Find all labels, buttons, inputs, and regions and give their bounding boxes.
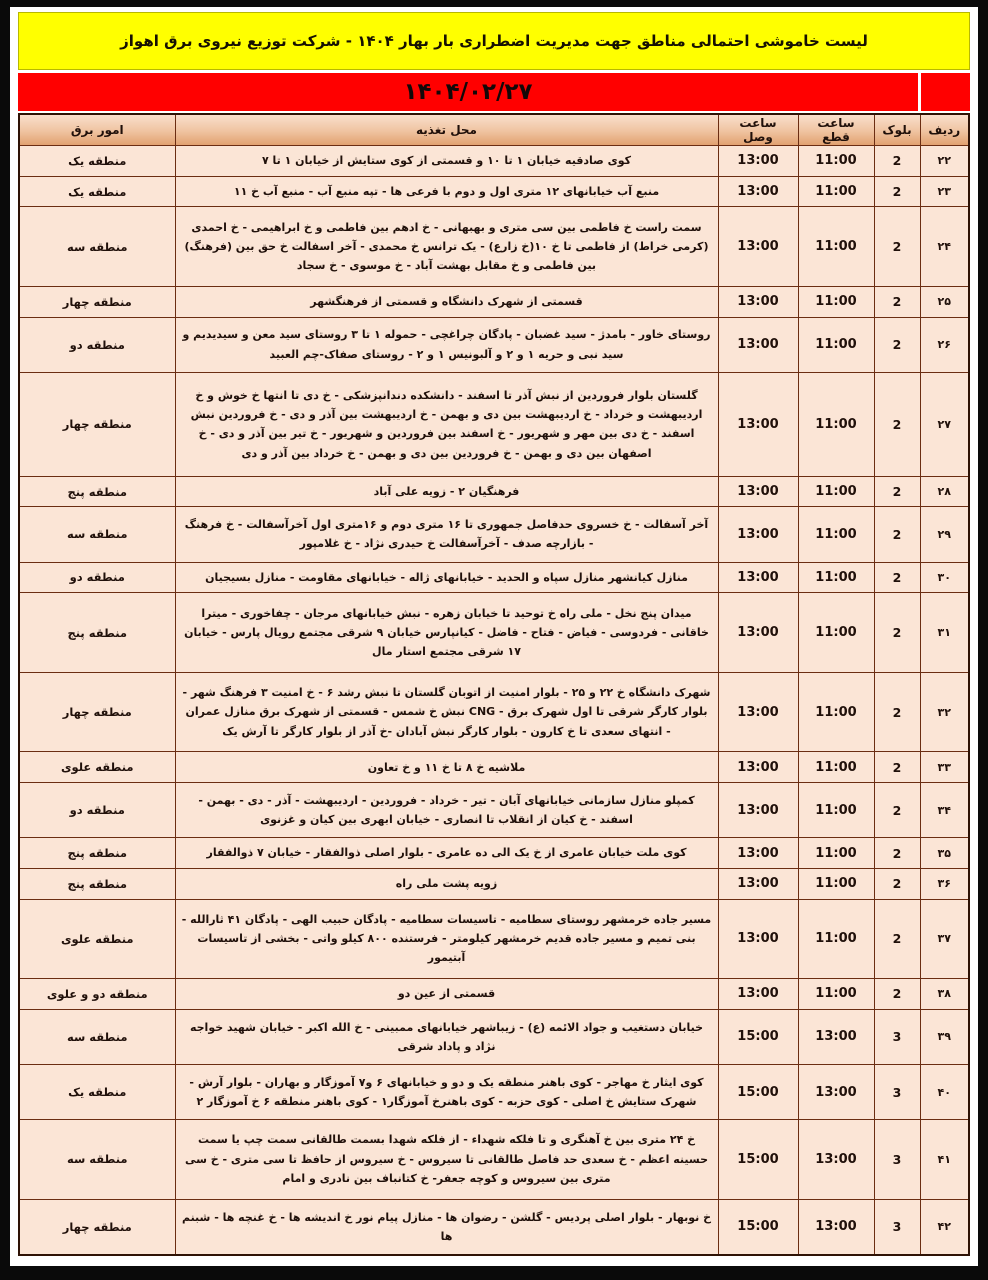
block-cell: 2	[874, 899, 920, 979]
block-cell: 2	[874, 372, 920, 476]
location-cell: زویه پشت ملی راه	[175, 868, 718, 899]
outage-table	[18, 113, 970, 1256]
district-cell: منطقه یک	[19, 176, 175, 207]
table-row	[19, 507, 969, 562]
reconnect-time-cell: 13:00	[718, 317, 798, 372]
table-row	[19, 146, 969, 177]
block-cell: 3	[874, 1009, 920, 1064]
cut-time-cell: 11:00	[798, 752, 874, 783]
location-cell: ملاشیه خ ۸ تا خ ۱۱ و خ تعاون	[175, 752, 718, 783]
location-cell: کمپلو منازل سازمانی خیابانهای آبان - تیر - خرداد - فروردین - اردیبهشت - آذر - دی - بهمن - اسفند - خ کیان از انقلاب تا انصاری - خیابان ابهری بین کیان و غزنوی	[175, 783, 718, 838]
title-banner	[18, 12, 970, 70]
document-title: لیست خاموشی احتمالی مناطق جهت مدیریت اضطراری بار بهار ۱۴۰۴ - شرکت توزیع نیروی برق اهواز	[120, 32, 868, 50]
district-cell: منطقه چهار	[19, 286, 175, 317]
table-row	[19, 752, 969, 783]
location-cell: گلستان بلوار فروردین از نبش آذر تا اسفند - دانشکده دندانپزشکی - خ دی تا انتها خ خوش و خ اردیبهشت و خرداد - خ اردیبهشت بین دی و بهمن - خ اردیبهشت بین آذر و دی - خ فروردین نبش اسفند - خ دی بین مهر و شهریور - خ اسفند بین فروردین و شهریور - خ تیر بین آذر و دی - خ اصفهان بین دی و بهمن - خ فروردین بین دی و بهمن - خ خرداد بین آذر و دی	[175, 372, 718, 476]
location-cell: روستای خاور - بامدژ - سید غضبان - پادگان چراغچی - حموله ۱ تا ۳ روستای سید معن و سیدیدیم و سید نبی و حریه ۱ و ۲ و آلبونیس ۱ و ۲ - روستای صفاک-چم العبید	[175, 317, 718, 372]
cut-time-cell: 11:00	[798, 899, 874, 979]
block-cell: 2	[874, 146, 920, 177]
district-cell: منطقه دو	[19, 317, 175, 372]
district-cell: منطقه سه	[19, 1120, 175, 1200]
location-cell: قسمتی از عین دو	[175, 979, 718, 1010]
row-number-cell: ۴۲	[920, 1199, 969, 1255]
cut-time-cell: 11:00	[798, 176, 874, 207]
reconnect-time-cell: 13:00	[718, 372, 798, 476]
cut-time-cell: 11:00	[798, 507, 874, 562]
district-cell: منطقه پنج	[19, 838, 175, 869]
cut-time-cell: 11:00	[798, 783, 874, 838]
table-row	[19, 899, 969, 979]
cut-time-cell: 11:00	[798, 372, 874, 476]
location-cell: منازل کیانشهر منازل سپاه و الحدید - خیابانهای ژاله - خیابانهای مقاومت - منازل بسیجیان	[175, 562, 718, 593]
cut-time-cell: 11:00	[798, 317, 874, 372]
district-cell: منطقه یک	[19, 146, 175, 177]
district-cell: منطقه سه	[19, 507, 175, 562]
location-cell: شهرک دانشگاه خ ۲۲ و ۲۵ - بلوار امنیت از اتوبان گلستان تا نبش رشد ۶ - خ امنیت ۳ فرهنگ شهر - بلوار کارگر شرقی تا اول شهرک برق - CNG نبش خ شمس - قسمتی از شهرک برق منازل عمران - انتهای سعدی تا خ کارون - بلوار کارگر نبش آبادان -خ آذر از بلوار کارگر تا آرش یک	[175, 672, 718, 752]
row-number-cell: ۳۵	[920, 838, 969, 869]
district-cell: منطقه دو و علوی	[19, 979, 175, 1010]
block-cell: 2	[874, 562, 920, 593]
district-cell: منطقه سه	[19, 207, 175, 287]
cut-time-cell: 11:00	[798, 146, 874, 177]
location-cell: مسیر جاده خرمشهر روستای سطامیه - تاسیسات سطامیه - پادگان حبیب الهی - پادگان ۴۱ ثارالله - بنی تمیم و مسیر جاده قدیم خرمشهر کیلومتر - فرستنده ۸۰۰ کیلو واتی - بخشی از تاسیسات آبتیمور	[175, 899, 718, 979]
block-cell: 2	[874, 207, 920, 287]
reconnect-time-cell: 13:00	[718, 868, 798, 899]
schedule-date: ۱۴۰۴/۰۲/۲۷	[403, 79, 533, 105]
reconnect-time-cell: 13:00	[718, 507, 798, 562]
cut-time-cell: 11:00	[798, 562, 874, 593]
row-number-cell: ۲۸	[920, 476, 969, 507]
table-row	[19, 868, 969, 899]
table-row	[19, 562, 969, 593]
block-cell: 3	[874, 1199, 920, 1255]
cut-time-cell: 11:00	[798, 593, 874, 673]
row-number-cell: ۳۴	[920, 783, 969, 838]
row-number-cell: ۲۲	[920, 146, 969, 177]
district-cell: منطقه پنج	[19, 476, 175, 507]
row-number-cell: ۳۲	[920, 672, 969, 752]
location-cell: کوی ایثار خ مهاجر - کوی باهنر منطقه یک و دو و خیابانهای ۶ و۷ آموزگار و بهاران - بلوار آرش - شهرک ستایش خ اصلی - کوی حزبه - کوی باهنرخ آموزگار۱ - کوی باهنر منطقه ۶ خ آموزگار ۲	[175, 1064, 718, 1119]
table-row	[19, 176, 969, 207]
district-cell: منطقه چهار	[19, 672, 175, 752]
table-row	[19, 1199, 969, 1255]
column-header-cut-time: ساعت قطع	[798, 114, 874, 146]
location-cell: خیابان دستغیب و جواد الائمه (ع) - زیباشهر خیابانهای ممبینی - خ الله اکبر - خیابان شهید خواجه نژاد و پاداد شرقی	[175, 1009, 718, 1064]
block-cell: 2	[874, 672, 920, 752]
reconnect-time-cell: 13:00	[718, 752, 798, 783]
cut-time-cell: 11:00	[798, 979, 874, 1010]
location-cell: خ نوبهار - بلوار اصلی پردیس - گلشن - رضوان ها - منازل پیام نور خ اندیشه ها - خ غنچه ها - شبنم ها	[175, 1199, 718, 1255]
table-row	[19, 207, 969, 287]
cut-time-cell: 13:00	[798, 1199, 874, 1255]
row-number-cell: ۲۹	[920, 507, 969, 562]
block-cell: 2	[874, 593, 920, 673]
outage-schedule-document	[10, 7, 978, 1266]
block-cell: 2	[874, 838, 920, 869]
cut-time-cell: 11:00	[798, 286, 874, 317]
block-cell: 2	[874, 783, 920, 838]
district-cell: منطقه پنج	[19, 868, 175, 899]
block-cell: 2	[874, 176, 920, 207]
district-cell: منطقه پنج	[19, 593, 175, 673]
column-header-reconnect-time: ساعت وصل	[718, 114, 798, 146]
district-cell: منطقه سه	[19, 1009, 175, 1064]
table-row	[19, 476, 969, 507]
block-cell: 2	[874, 752, 920, 783]
location-cell: منبع آب خیابانهای ۱۲ متری اول و دوم با فرعی ها - تپه منبع آب - منبع آب خ ۱۱	[175, 176, 718, 207]
block-cell: 2	[874, 317, 920, 372]
row-number-cell: ۲۶	[920, 317, 969, 372]
location-cell: فرهنگیان ۲ - زویه علی آباد	[175, 476, 718, 507]
district-cell: منطقه یک	[19, 1064, 175, 1119]
reconnect-time-cell: 13:00	[718, 783, 798, 838]
row-number-cell: ۲۵	[920, 286, 969, 317]
cut-time-cell: 11:00	[798, 476, 874, 507]
district-cell: منطقه چهار	[19, 1199, 175, 1255]
table-row	[19, 1064, 969, 1119]
cut-time-cell: 11:00	[798, 868, 874, 899]
cut-time-cell: 13:00	[798, 1009, 874, 1064]
date-bar	[18, 73, 970, 111]
table-row	[19, 372, 969, 476]
column-header-location: محل تغذیه	[175, 114, 718, 146]
column-header-block: بلوک	[874, 114, 920, 146]
location-cell: قسمتی از شهرک دانشگاه و قسمتی از فرهنگشهر	[175, 286, 718, 317]
row-number-cell: ۳۳	[920, 752, 969, 783]
table-row	[19, 672, 969, 752]
table-row	[19, 783, 969, 838]
reconnect-time-cell: 13:00	[718, 672, 798, 752]
row-number-cell: ۳۷	[920, 899, 969, 979]
cut-time-cell: 11:00	[798, 672, 874, 752]
cut-time-cell: 13:00	[798, 1120, 874, 1200]
reconnect-time-cell: 15:00	[718, 1199, 798, 1255]
reconnect-time-cell: 13:00	[718, 899, 798, 979]
block-cell: 2	[874, 868, 920, 899]
column-header-district: امور برق	[19, 114, 175, 146]
location-cell: آخر آسفالت - خ خسروی حدفاصل جمهوری تا ۱۶ متری دوم و ۱۶متری اول آخرآسفالت - خ فرهنگ - بازارچه صدف - آخرآسفالت خ حیدری نژاد - خ غلامپور	[175, 507, 718, 562]
reconnect-time-cell: 13:00	[718, 176, 798, 207]
district-cell: منطقه دو	[19, 562, 175, 593]
table-row	[19, 317, 969, 372]
cut-time-cell: 13:00	[798, 1064, 874, 1119]
reconnect-time-cell: 13:00	[718, 476, 798, 507]
reconnect-time-cell: 13:00	[718, 562, 798, 593]
cut-time-cell: 11:00	[798, 207, 874, 287]
block-cell: 2	[874, 507, 920, 562]
location-cell: کوی ملت خیابان عامری از خ یک الی ده عامری - بلوار اصلی ذوالفقار - خیابان ۷ ذوالفقار	[175, 838, 718, 869]
row-number-cell: ۳۸	[920, 979, 969, 1010]
cut-time-cell: 11:00	[798, 838, 874, 869]
table-row	[19, 286, 969, 317]
row-number-cell: ۳۶	[920, 868, 969, 899]
table-row	[19, 1009, 969, 1064]
row-number-cell: ۴۰	[920, 1064, 969, 1119]
reconnect-time-cell: 13:00	[718, 593, 798, 673]
date-cell	[18, 73, 918, 111]
district-cell: منطقه چهار	[19, 372, 175, 476]
reconnect-time-cell: 15:00	[718, 1120, 798, 1200]
location-cell: میدان پنج نخل - ملی راه خ توحید تا خیابان زهره - نبش خیابانهای مرجان - چفاخوری - میترا خاقانی - فردوسی - فیاض - فتاح - فاضل - کیانپارس خیابان ۹ شرقی مجتمع رویال پارس - خیابان ۱۷ شرقی مجتمع استار مال	[175, 593, 718, 673]
reconnect-time-cell: 13:00	[718, 146, 798, 177]
row-number-cell: ۳۱	[920, 593, 969, 673]
row-number-cell: ۳۰	[920, 562, 969, 593]
reconnect-time-cell: 15:00	[718, 1009, 798, 1064]
table-row	[19, 979, 969, 1010]
block-cell: 2	[874, 979, 920, 1010]
row-number-cell: ۴۱	[920, 1120, 969, 1200]
district-cell: منطقه علوی	[19, 899, 175, 979]
block-cell: 3	[874, 1064, 920, 1119]
block-cell: 3	[874, 1120, 920, 1200]
reconnect-time-cell: 13:00	[718, 207, 798, 287]
row-number-cell: ۳۹	[920, 1009, 969, 1064]
table-row	[19, 838, 969, 869]
date-bar-corner-cell	[921, 73, 970, 111]
block-cell: 2	[874, 286, 920, 317]
table-row	[19, 1120, 969, 1200]
location-cell: کوی صادقیه خیابان ۱ تا ۱۰ و قسمتی از کوی ستایش از خیابان ۱ تا ۷	[175, 146, 718, 177]
row-number-cell: ۲۴	[920, 207, 969, 287]
reconnect-time-cell: 13:00	[718, 286, 798, 317]
block-cell: 2	[874, 476, 920, 507]
row-number-cell: ۲۳	[920, 176, 969, 207]
district-cell: منطقه دو	[19, 783, 175, 838]
reconnect-time-cell: 13:00	[718, 979, 798, 1010]
district-cell: منطقه علوی	[19, 752, 175, 783]
row-number-cell: ۲۷	[920, 372, 969, 476]
reconnect-time-cell: 15:00	[718, 1064, 798, 1119]
table-row	[19, 593, 969, 673]
table-header-row	[19, 114, 969, 146]
reconnect-time-cell: 13:00	[718, 838, 798, 869]
column-header-row-number: ردیف	[920, 114, 969, 146]
location-cell: سمت راست خ فاطمی بین سی متری و بهبهانی - خ ادهم بین فاطمی و خ ابراهیمی - خ احمدی (کرمی خراط) از فاطمی تا خ ۱۰(خ زارع) - یک ترانس خ محمدی - آخر اسفالت خ حق بین (فرهنگ) بین فاطمی و خ مقابل بهشت آباد - خ موسوی - خ سجاد	[175, 207, 718, 287]
location-cell: خ ۲۴ متری بین خ آهنگری و تا فلکه شهداء - از فلکه شهدا بسمت طالقانی سمت چپ یا سمت حسینه اعظم - خ سعدی حد فاصل طالقانی تا سیروس - خ سیروس از حافظ تا سی متری - خ سی متری بین سیروس و کوچه جعفر- خ کتانباف بین نادری و امام	[175, 1120, 718, 1200]
